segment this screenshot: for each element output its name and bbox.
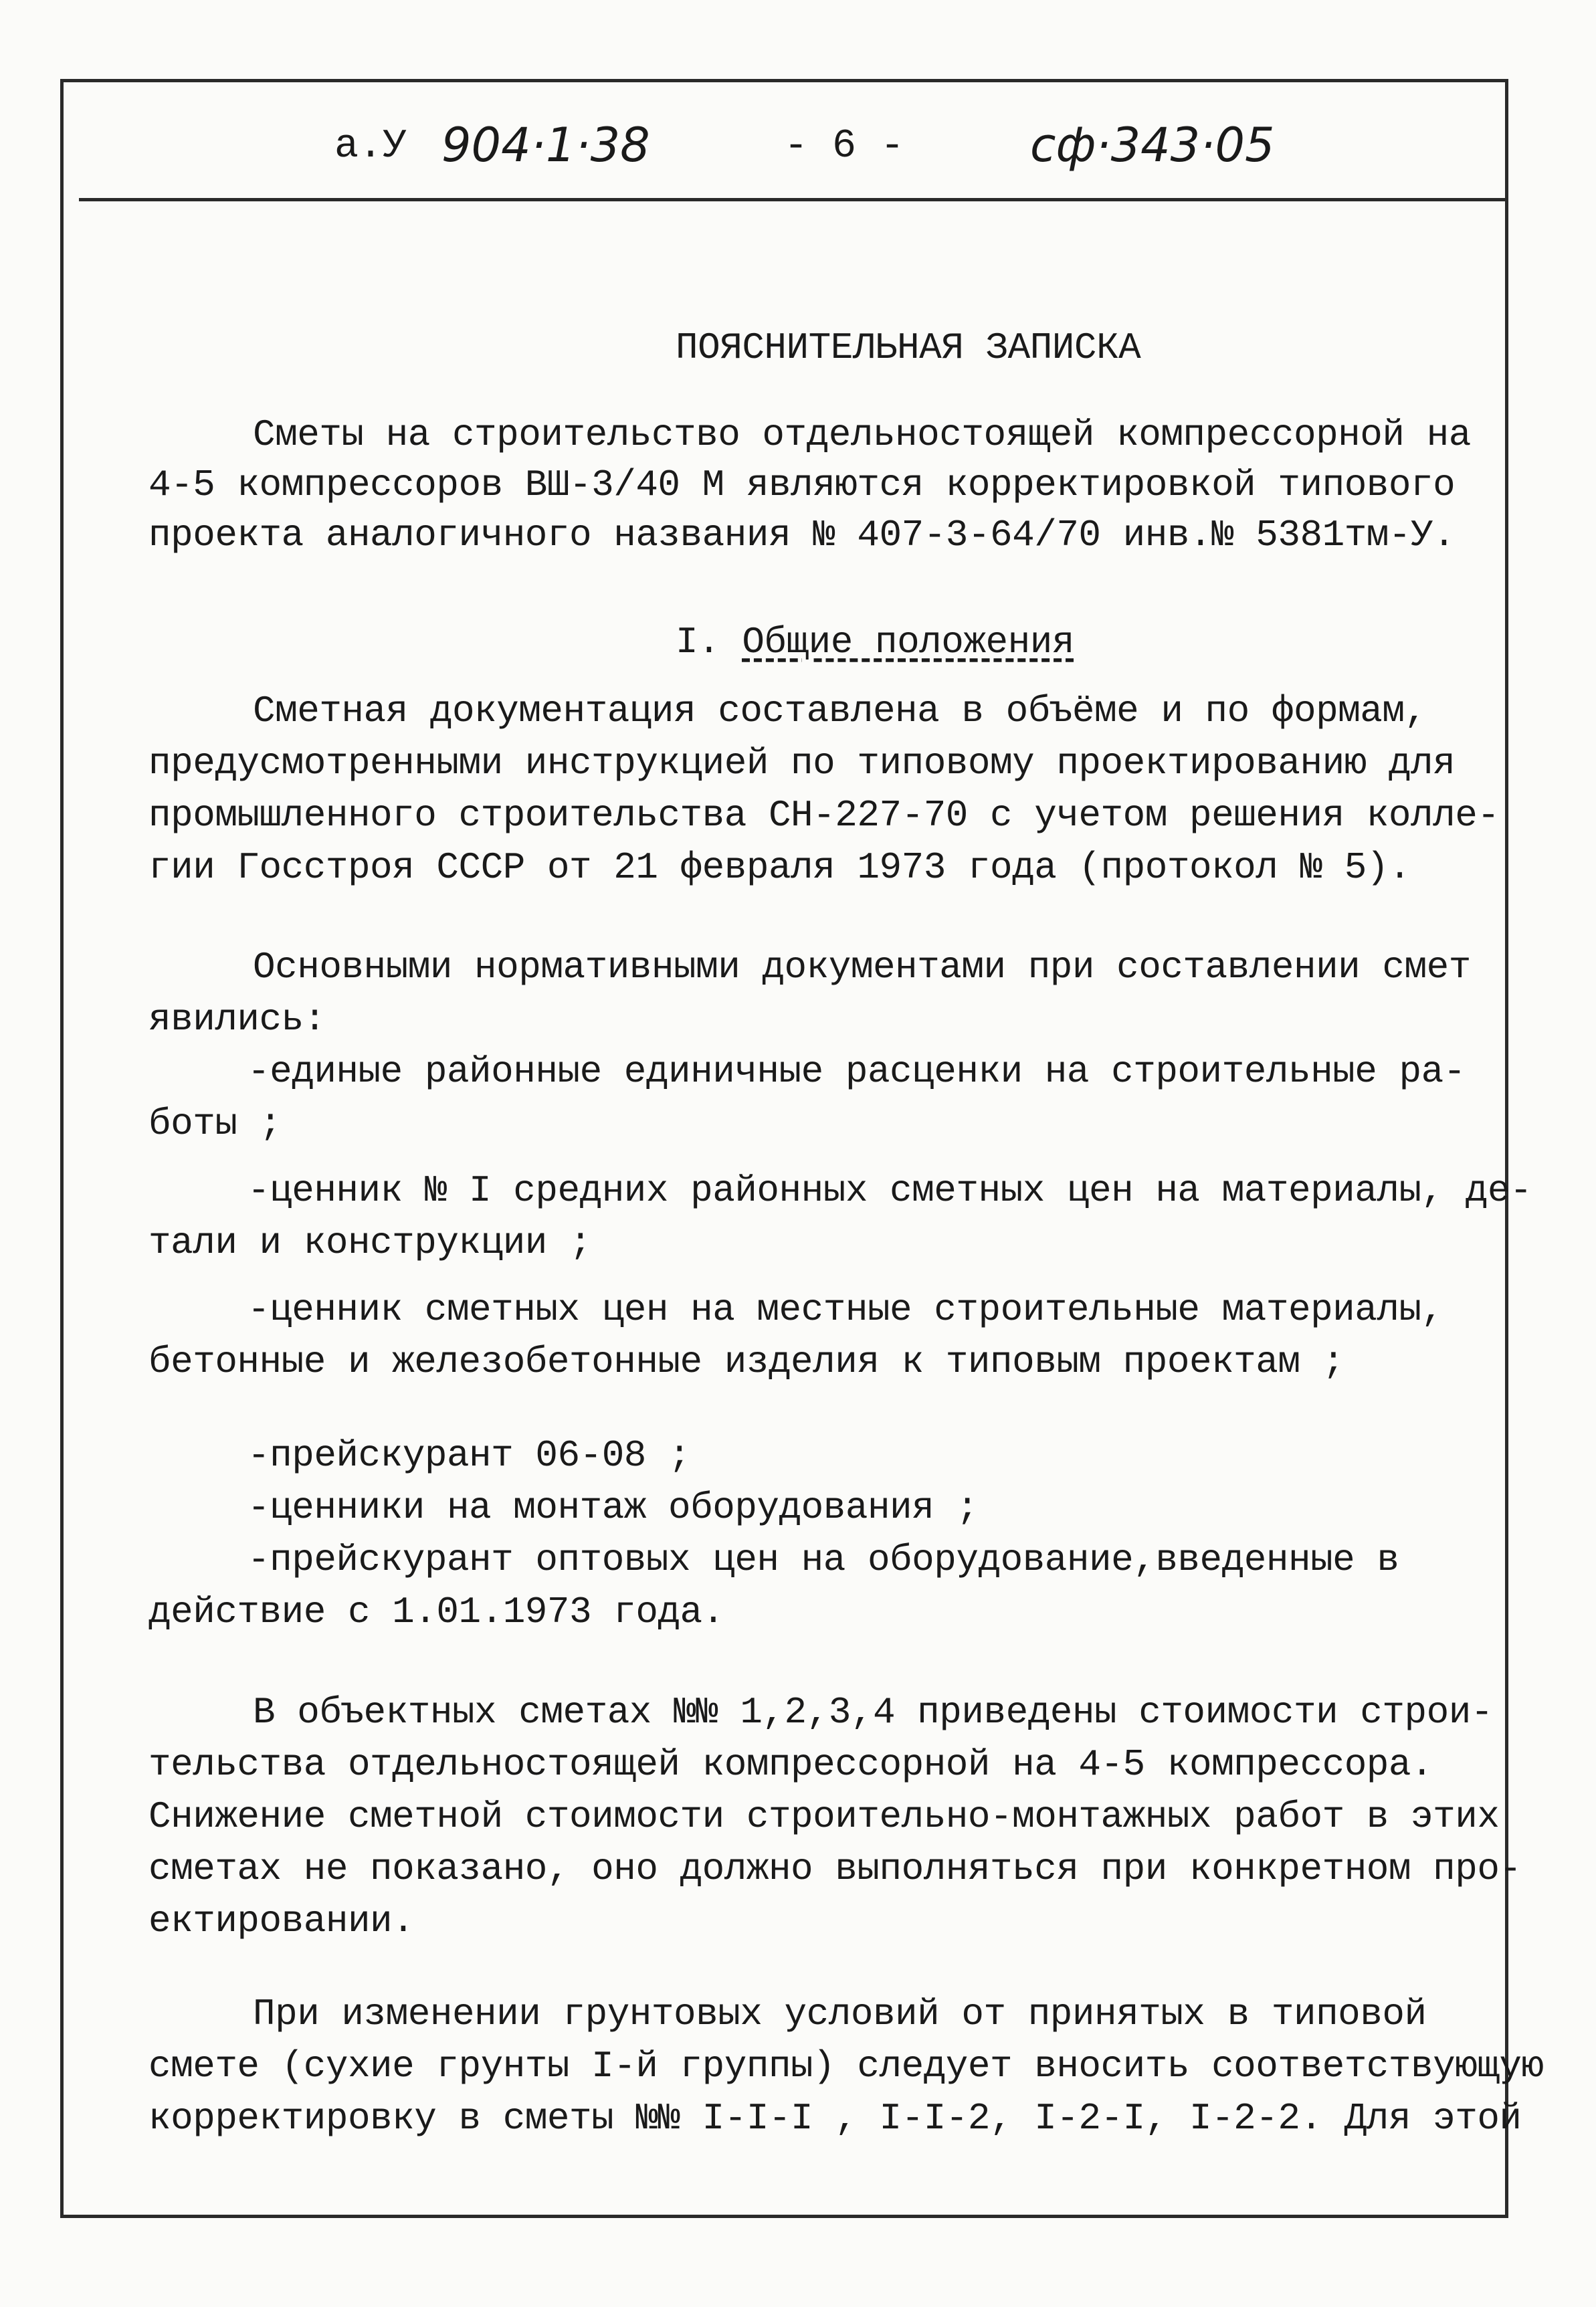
document-title: ПОЯСНИТЕЛЬНАЯ ЗАПИСКА	[676, 326, 1141, 369]
list-item: -единые районные единичные расценки на строительные ра-	[247, 1050, 1466, 1093]
page-frame	[60, 79, 1508, 2218]
paragraph-line: гии Госстроя СССР от 21 февраля 1973 года (протокол № 5).	[148, 846, 1411, 889]
list-item: -прейскурант 06-08 ;	[247, 1434, 691, 1477]
header-page-number: - 6 -	[784, 124, 905, 169]
paragraph-line: промышленного строительства СН-227-70 с учетом решения колле-	[148, 794, 1500, 837]
paragraph-line: ектировании.	[148, 1900, 415, 1942]
paragraph-line: Сметная документация составлена в объёме и по формам,	[253, 690, 1427, 732]
paragraph-line: Снижение сметной стоимости строительно-монтажных работ в этих	[148, 1795, 1500, 1838]
list-item-continuation: бетонные и железобетонные изделия к типовым проектам ;	[148, 1340, 1344, 1383]
paragraph-line: корректировку в сметы №№ I-I-I , I-I-2, I-2-I, I-2-2. Для этой	[148, 2097, 1522, 2140]
section-title: Общие положения	[742, 621, 1074, 664]
list-item-continuation: действие с 1.01.1973 года.	[148, 1591, 724, 1633]
paragraph-line: При изменении грунтовых условий от принятых в типовой	[253, 1993, 1427, 2035]
paragraph-line: Основными нормативными документами при составлении смет	[253, 946, 1471, 989]
paragraph-line: предусмотренными инструкцией по типовому проектированию для	[148, 742, 1456, 785]
section-heading	[676, 621, 1074, 664]
list-item: -ценники на монтаж оборудования ;	[247, 1486, 979, 1529]
list-item: -прейскурант оптовых цен на оборудование,введенные в	[247, 1538, 1399, 1581]
header-divider	[79, 198, 1508, 201]
intro-line: проекта аналогичного названия № 407-3-64/70 инв.№ 5381тм-У.	[148, 514, 1456, 557]
paragraph-line: сметах не показано, оно должно выполняться при конкретном про-	[148, 1847, 1522, 1890]
list-item-continuation: боты ;	[148, 1102, 282, 1145]
header-document-number: 904·1·38	[441, 118, 650, 173]
intro-line: 4-5 компрессоров ВШ-3/40 М являются корректировкой типового	[148, 464, 1456, 506]
paragraph-line: смете (сухие грунты I-й группы) следует вносить соответствующую	[148, 2045, 1544, 2088]
intro-line: Сметы на строительство отдельностоящей компрессорной на	[253, 413, 1471, 456]
header-series: а.У	[334, 124, 407, 169]
paragraph-line: явились:	[148, 998, 326, 1041]
header-sheet-code: сф·343·05	[1030, 118, 1275, 173]
paragraph-line: тельства отдельностоящей компрессорной на 4-5 компрессора.	[148, 1743, 1433, 1786]
list-item: -ценник № I средних районных сметных цен на материалы, де-	[247, 1169, 1532, 1212]
list-item: -ценник сметных цен на местные строительные материалы,	[247, 1288, 1443, 1331]
section-number: I.	[676, 621, 720, 664]
list-item-continuation: тали и конструкции ;	[148, 1221, 592, 1264]
paragraph-line: В объектных сметах №№ 1,2,3,4 приведены стоимости строи-	[253, 1691, 1493, 1734]
